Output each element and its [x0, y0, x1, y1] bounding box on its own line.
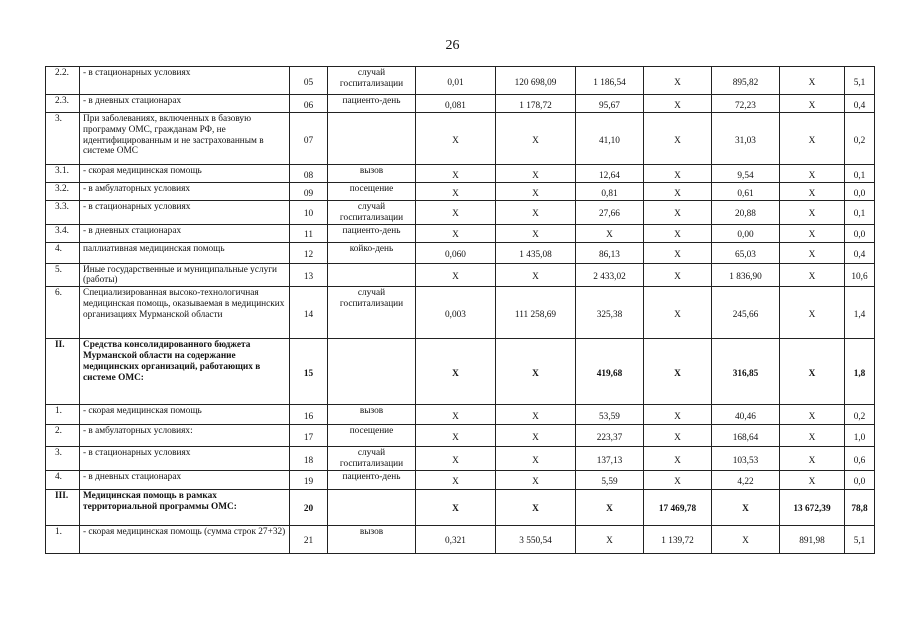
cell-cost-norm: Х	[496, 489, 576, 525]
cell-unit	[328, 489, 416, 525]
cell-row-index: 2.3.	[46, 95, 80, 113]
cell-oms-per-capita: Х	[644, 165, 712, 183]
table-row	[46, 201, 875, 225]
cell-volume-norm: 0,321	[416, 525, 496, 553]
page-number: 26	[445, 38, 460, 53]
cell-budget-per-capita: 2 433,02	[576, 263, 644, 287]
cell-row-index: 1.	[46, 405, 80, 425]
cell-oms-total: Х	[780, 95, 845, 113]
cell-volume-norm: Х	[416, 113, 496, 165]
cell-row-name: - в стационарных условиях	[80, 447, 290, 471]
cell-budget-total: 895,82	[712, 67, 780, 95]
cell-oms-total: 13 672,39	[780, 489, 845, 525]
cell-oms-per-capita: Х	[644, 447, 712, 471]
cell-row-name: Средства консолидированного бюджета Мурманской области на содержание медицинских организаций, работающих в системе ОМС:	[80, 339, 290, 405]
cell-oms-total: Х	[780, 67, 845, 95]
cell-row-index: II.	[46, 339, 80, 405]
table-row	[46, 67, 875, 95]
cell-budget-per-capita: 53,59	[576, 405, 644, 425]
cell-volume-norm: Х	[416, 425, 496, 447]
cell-line-code: 12	[290, 242, 328, 263]
cell-row-name: - в дневных стационарах	[80, 95, 290, 113]
cell-row-index: 6.	[46, 287, 80, 339]
cell-row-index: 3.	[46, 447, 80, 471]
cell-oms-per-capita: Х	[644, 263, 712, 287]
cell-row-index: 2.	[46, 425, 80, 447]
table-row	[46, 224, 875, 242]
cell-volume-norm: 0,01	[416, 67, 496, 95]
cell-budget-total: 1 836,90	[712, 263, 780, 287]
cell-oms-total: Х	[780, 287, 845, 339]
cell-share-percent: 0,4	[845, 242, 875, 263]
cell-budget-total: Х	[712, 489, 780, 525]
cell-budget-total: 4,22	[712, 470, 780, 489]
cell-oms-total: Х	[780, 405, 845, 425]
cell-oms-per-capita: Х	[644, 113, 712, 165]
cell-row-name: - в амбулаторных условиях	[80, 183, 290, 201]
cell-budget-per-capita: 223,37	[576, 425, 644, 447]
cell-row-index: 3.3.	[46, 201, 80, 225]
cell-cost-norm: Х	[496, 224, 576, 242]
cell-unit: койко-день	[328, 242, 416, 263]
cell-cost-norm: Х	[496, 113, 576, 165]
cell-cost-norm: Х	[496, 470, 576, 489]
cell-oms-per-capita: Х	[644, 224, 712, 242]
cell-row-name: При заболеваниях, включенных в базовую программу ОМС, гражданам РФ, не идентифицированным и не застрахованным в системе ОМС	[80, 113, 290, 165]
cell-cost-norm: Х	[496, 165, 576, 183]
cell-budget-per-capita: 5,59	[576, 470, 644, 489]
cell-oms-total: Х	[780, 201, 845, 225]
cell-budget-total: 9,54	[712, 165, 780, 183]
cell-volume-norm: 0,003	[416, 287, 496, 339]
cell-row-index: 3.1.	[46, 165, 80, 183]
cell-unit	[328, 113, 416, 165]
cell-oms-per-capita: 1 139,72	[644, 525, 712, 553]
cell-oms-per-capita: Х	[644, 67, 712, 95]
cell-budget-total: 316,85	[712, 339, 780, 405]
cell-row-name: - в стационарных условиях	[80, 201, 290, 225]
cell-oms-per-capita: Х	[644, 95, 712, 113]
cell-line-code: 13	[290, 263, 328, 287]
cell-row-name: - в стационарных условиях	[80, 67, 290, 95]
cell-oms-total: Х	[780, 165, 845, 183]
cell-row-name: - скорая медицинская помощь (сумма строк 27+32)	[80, 525, 290, 553]
cell-budget-total: 103,53	[712, 447, 780, 471]
cell-budget-per-capita: 325,38	[576, 287, 644, 339]
table-row	[46, 263, 875, 287]
cell-oms-per-capita: Х	[644, 287, 712, 339]
cell-unit: вызов	[328, 165, 416, 183]
cost-table	[45, 66, 875, 554]
cell-budget-total: 0,61	[712, 183, 780, 201]
cell-budget-total: 65,03	[712, 242, 780, 263]
cell-line-code: 10	[290, 201, 328, 225]
table-row	[46, 470, 875, 489]
cell-share-percent: 0,1	[845, 165, 875, 183]
cell-oms-per-capita: Х	[644, 183, 712, 201]
cell-share-percent: 0,0	[845, 470, 875, 489]
cell-budget-per-capita: Х	[576, 525, 644, 553]
cell-budget-total: Х	[712, 525, 780, 553]
cell-unit: случай госпитализации	[328, 447, 416, 471]
cell-line-code: 20	[290, 489, 328, 525]
cell-unit: вызов	[328, 525, 416, 553]
cell-oms-total: Х	[780, 447, 845, 471]
cell-row-index: 4.	[46, 470, 80, 489]
cell-unit: случай госпитализации	[328, 201, 416, 225]
cell-unit: случай госпитализации	[328, 287, 416, 339]
cell-share-percent: 5,1	[845, 67, 875, 95]
cell-cost-norm: Х	[496, 405, 576, 425]
cell-cost-norm: Х	[496, 447, 576, 471]
cell-unit: пациенто-день	[328, 470, 416, 489]
cell-row-name: - в дневных стационарах	[80, 470, 290, 489]
cell-share-percent: 0,4	[845, 95, 875, 113]
cell-budget-per-capita: 41,10	[576, 113, 644, 165]
table-row	[46, 287, 875, 339]
cell-cost-norm: Х	[496, 201, 576, 225]
cell-volume-norm: Х	[416, 263, 496, 287]
cell-budget-per-capita: 86,13	[576, 242, 644, 263]
cell-oms-total: 891,98	[780, 525, 845, 553]
cell-row-name: Медицинская помощь в рамках территориальной программы ОМС:	[80, 489, 290, 525]
cell-oms-total: Х	[780, 339, 845, 405]
cell-line-code: 11	[290, 224, 328, 242]
cell-volume-norm: 0,081	[416, 95, 496, 113]
cell-oms-total: Х	[780, 224, 845, 242]
table-row	[46, 242, 875, 263]
cell-line-code: 15	[290, 339, 328, 405]
cell-line-code: 17	[290, 425, 328, 447]
cell-row-name: - в амбулаторных условиях:	[80, 425, 290, 447]
cell-share-percent: 0,0	[845, 183, 875, 201]
cell-cost-norm: 1 178,72	[496, 95, 576, 113]
cell-budget-total: 40,46	[712, 405, 780, 425]
table-row	[46, 113, 875, 165]
cell-row-name: паллиативная медицинская помощь	[80, 242, 290, 263]
cell-budget-per-capita: 0,81	[576, 183, 644, 201]
cell-line-code: 06	[290, 95, 328, 113]
cell-budget-total: 245,66	[712, 287, 780, 339]
cell-row-index: 2.2.	[46, 67, 80, 95]
cell-share-percent: 1,8	[845, 339, 875, 405]
cell-budget-per-capita: 12,64	[576, 165, 644, 183]
cell-budget-per-capita: Х	[576, 224, 644, 242]
cell-volume-norm: Х	[416, 470, 496, 489]
cell-budget-per-capita: 27,66	[576, 201, 644, 225]
cell-row-index: 5.	[46, 263, 80, 287]
cell-line-code: 16	[290, 405, 328, 425]
cell-line-code: 07	[290, 113, 328, 165]
table-body	[46, 67, 875, 554]
cell-cost-norm: Х	[496, 263, 576, 287]
table-row	[46, 525, 875, 553]
cell-share-percent: 0,1	[845, 201, 875, 225]
cell-row-name: Специализированная высоко-технологичная медицинская помощь, оказываемая в медицинских организациях Мурманской области	[80, 287, 290, 339]
cell-unit: случай госпитализации	[328, 67, 416, 95]
cell-line-code: 14	[290, 287, 328, 339]
cell-volume-norm: Х	[416, 489, 496, 525]
cell-volume-norm: Х	[416, 183, 496, 201]
cell-oms-total: Х	[780, 425, 845, 447]
cell-row-index: 1.	[46, 525, 80, 553]
cell-cost-norm: 1 435,08	[496, 242, 576, 263]
cell-volume-norm: Х	[416, 165, 496, 183]
cell-cost-norm: 3 550,54	[496, 525, 576, 553]
cell-share-percent: 0,2	[845, 113, 875, 165]
cell-line-code: 05	[290, 67, 328, 95]
cell-cost-norm: Х	[496, 425, 576, 447]
cell-row-index: III.	[46, 489, 80, 525]
cell-budget-per-capita: Х	[576, 489, 644, 525]
cell-share-percent: 78,8	[845, 489, 875, 525]
table-row	[46, 447, 875, 471]
cell-cost-norm: Х	[496, 183, 576, 201]
cell-unit	[328, 339, 416, 405]
cell-budget-total: 168,64	[712, 425, 780, 447]
cell-oms-total: Х	[780, 242, 845, 263]
cell-share-percent: 1,4	[845, 287, 875, 339]
cell-budget-per-capita: 1 186,54	[576, 67, 644, 95]
cell-row-name: Иные государственные и муниципальные услуги (работы)	[80, 263, 290, 287]
cell-budget-total: 20,88	[712, 201, 780, 225]
cell-share-percent: 5,1	[845, 525, 875, 553]
table-row	[46, 489, 875, 525]
cell-budget-per-capita: 95,67	[576, 95, 644, 113]
cell-unit: вызов	[328, 405, 416, 425]
cell-row-name: - скорая медицинская помощь	[80, 165, 290, 183]
cell-line-code: 19	[290, 470, 328, 489]
cell-budget-per-capita: 137,13	[576, 447, 644, 471]
cell-row-name: - в дневных стационарах	[80, 224, 290, 242]
cell-unit	[328, 263, 416, 287]
cell-budget-per-capita: 419,68	[576, 339, 644, 405]
cell-oms-per-capita: Х	[644, 405, 712, 425]
cell-row-index: 3.	[46, 113, 80, 165]
cell-oms-per-capita: Х	[644, 242, 712, 263]
table-row	[46, 183, 875, 201]
cell-row-index: 3.2.	[46, 183, 80, 201]
cell-oms-per-capita: Х	[644, 339, 712, 405]
cell-volume-norm: Х	[416, 339, 496, 405]
cell-share-percent: 1,0	[845, 425, 875, 447]
cell-budget-total: 31,03	[712, 113, 780, 165]
cell-line-code: 18	[290, 447, 328, 471]
cell-cost-norm: 120 698,09	[496, 67, 576, 95]
cell-row-index: 4.	[46, 242, 80, 263]
cell-unit: пациенто-день	[328, 224, 416, 242]
cell-volume-norm: Х	[416, 447, 496, 471]
cell-share-percent: 0,6	[845, 447, 875, 471]
cell-cost-norm: 111 258,69	[496, 287, 576, 339]
table-row	[46, 405, 875, 425]
cell-unit: посещение	[328, 425, 416, 447]
cell-share-percent: 0,0	[845, 224, 875, 242]
table-row	[46, 95, 875, 113]
cell-volume-norm: Х	[416, 201, 496, 225]
cell-share-percent: 0,2	[845, 405, 875, 425]
cell-row-name: - скорая медицинская помощь	[80, 405, 290, 425]
table-row	[46, 165, 875, 183]
cell-row-index: 3.4.	[46, 224, 80, 242]
cell-oms-per-capita: Х	[644, 201, 712, 225]
cell-unit: пациенто-день	[328, 95, 416, 113]
cell-oms-total: Х	[780, 183, 845, 201]
cell-volume-norm: 0,060	[416, 242, 496, 263]
cell-line-code: 21	[290, 525, 328, 553]
cell-oms-total: Х	[780, 263, 845, 287]
cell-budget-total: 72,23	[712, 95, 780, 113]
cell-oms-total: Х	[780, 470, 845, 489]
cell-unit: посещение	[328, 183, 416, 201]
cell-cost-norm: Х	[496, 339, 576, 405]
cell-share-percent: 10,6	[845, 263, 875, 287]
cell-line-code: 08	[290, 165, 328, 183]
cell-oms-per-capita: Х	[644, 425, 712, 447]
table-row	[46, 339, 875, 405]
cell-line-code: 09	[290, 183, 328, 201]
cell-budget-total: 0,00	[712, 224, 780, 242]
cell-oms-per-capita: 17 469,78	[644, 489, 712, 525]
cell-volume-norm: Х	[416, 405, 496, 425]
table-row	[46, 425, 875, 447]
cell-oms-total: Х	[780, 113, 845, 165]
cell-volume-norm: Х	[416, 224, 496, 242]
cell-oms-per-capita: Х	[644, 470, 712, 489]
